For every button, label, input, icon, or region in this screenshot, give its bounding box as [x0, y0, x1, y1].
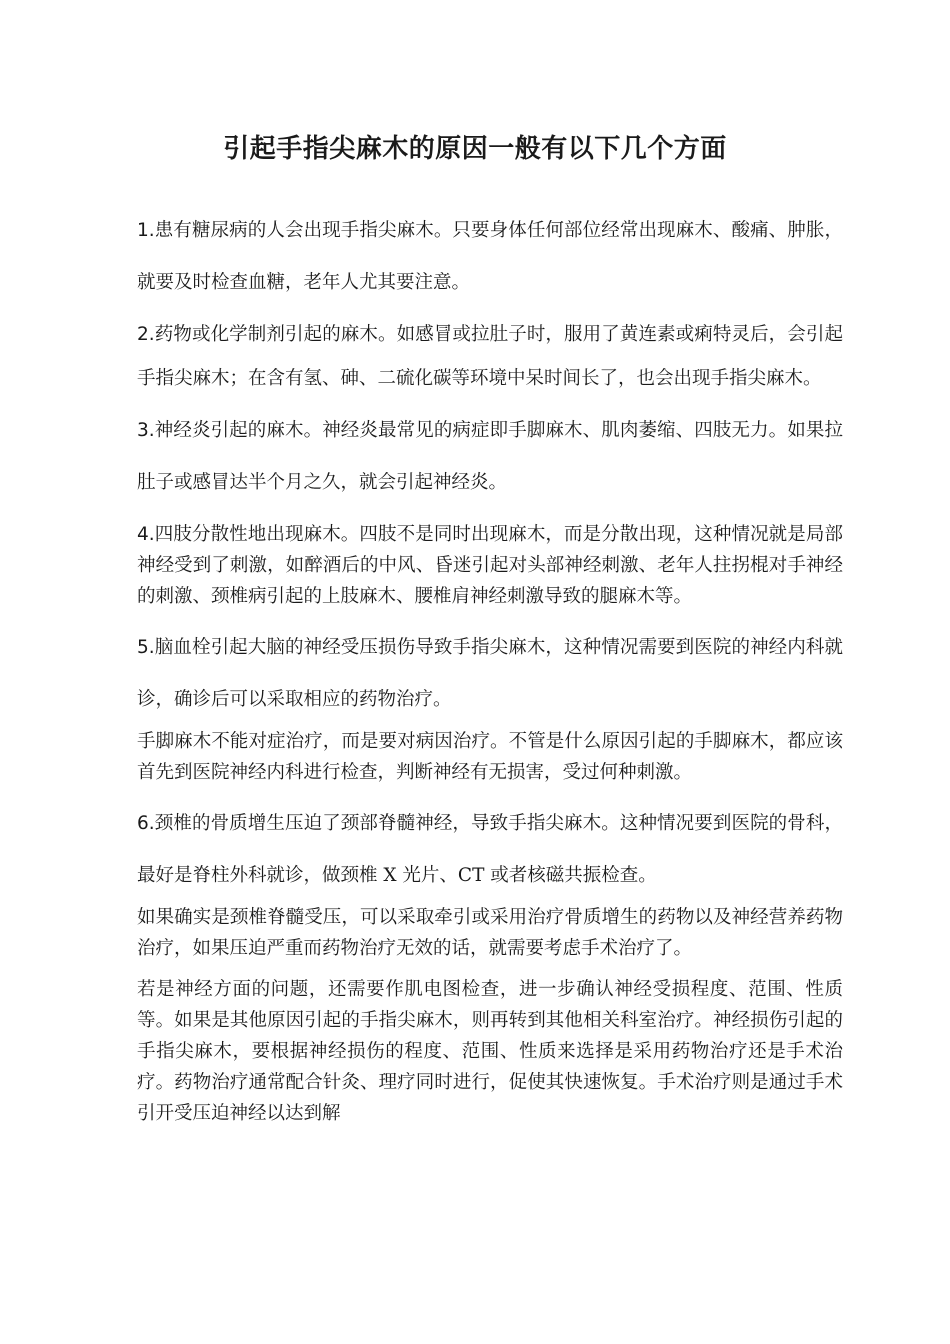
paragraph-note-1 — [137, 726, 843, 788]
paragraph-number: 2. — [137, 324, 155, 345]
paragraph-text: 颈椎的骨质增生压迫了颈部脊髓神经，导致手指尖麻木。这种情况要到医院的骨科，最好是脊柱外科就诊，做颈椎 X 光片、CT 或者核磁共振检查。 — [137, 813, 843, 886]
document-title: 引起手指尖麻木的原因一般有以下几个方面 — [223, 134, 727, 164]
paragraph-number: 1. — [137, 220, 155, 241]
paragraph-6 — [137, 798, 843, 902]
paragraph-number: 3. — [137, 420, 155, 441]
paragraph-text: 脑血栓引起大脑的神经受压损伤导致手指尖麻木，这种情况需要到医院的神经内科就诊，确诊后可以采取相应的药物治疗。 — [137, 637, 843, 710]
paragraph-number: 5. — [137, 637, 155, 658]
paragraph-5 — [137, 622, 843, 726]
paragraph-text: 如果确实是颈椎脊髓受压，可以采取牵引或采用治疗骨质增生的药物以及神经营养药物治疗，如果压迫严重而药物治疗无效的话，就需要考虑手术治疗了。 — [137, 907, 843, 959]
paragraph-number: 6. — [137, 813, 155, 834]
paragraph-text: 患有糖尿病的人会出现手指尖麻木。只要身体任何部位经常出现麻木、酸痛、肿胀，就要及时检查血糖，老年人尤其要注意。 — [137, 220, 843, 293]
paragraph-1 — [137, 205, 843, 309]
paragraph-note-3 — [137, 974, 843, 1129]
document-body — [137, 205, 843, 1129]
paragraph-2 — [137, 313, 843, 401]
paragraph-text: 若是神经方面的问题，还需要作肌电图检查，进一步确认神经受损程度、范围、性质等。如果是其他原因引起的手指尖麻木，则再转到其他相关科室治疗。神经损伤引起的手指尖麻木，要根据神经损伤的程度、范围、性质来选择是采用药物治疗还是手术治疗。药物治疗通常配合针灸、理疗同时进行，促使其快速恢复。手术治疗则是通过手术引开受压迫神经以达到解 — [137, 979, 843, 1124]
paragraph-3 — [137, 405, 843, 509]
paragraph-number: 4. — [137, 524, 155, 545]
paragraph-4 — [137, 519, 843, 612]
paragraph-text: 四肢分散性地出现麻木。四肢不是同时出现麻木，而是分散出现，这种情况就是局部神经受到了刺激，如醉酒后的中风、昏迷引起对头部神经刺激、老年人拄拐棍对手神经的刺激、颈椎病引起的上肢麻木、腰椎肩神经刺激导致的腿麻木等。 — [137, 524, 843, 607]
paragraph-text: 神经炎引起的麻木。神经炎最常见的病症即手脚麻木、肌肉萎缩、四肢无力。如果拉肚子或感冒达半个月之久，就会引起神经炎。 — [137, 420, 843, 493]
paragraph-note-2 — [137, 902, 843, 964]
paragraph-text: 手脚麻木不能对症治疗，而是要对病因治疗。不管是什么原因引起的手脚麻木，都应该首先到医院神经内科进行检查，判断神经有无损害，受过何种刺激。 — [137, 731, 843, 783]
paragraph-text: 药物或化学制剂引起的麻木。如感冒或拉肚子时，服用了黄连素或痢特灵后，会引起手指尖麻木；在含有氢、砷、二硫化碳等环境中呆时间长了，也会出现手指尖麻木。 — [137, 324, 843, 389]
